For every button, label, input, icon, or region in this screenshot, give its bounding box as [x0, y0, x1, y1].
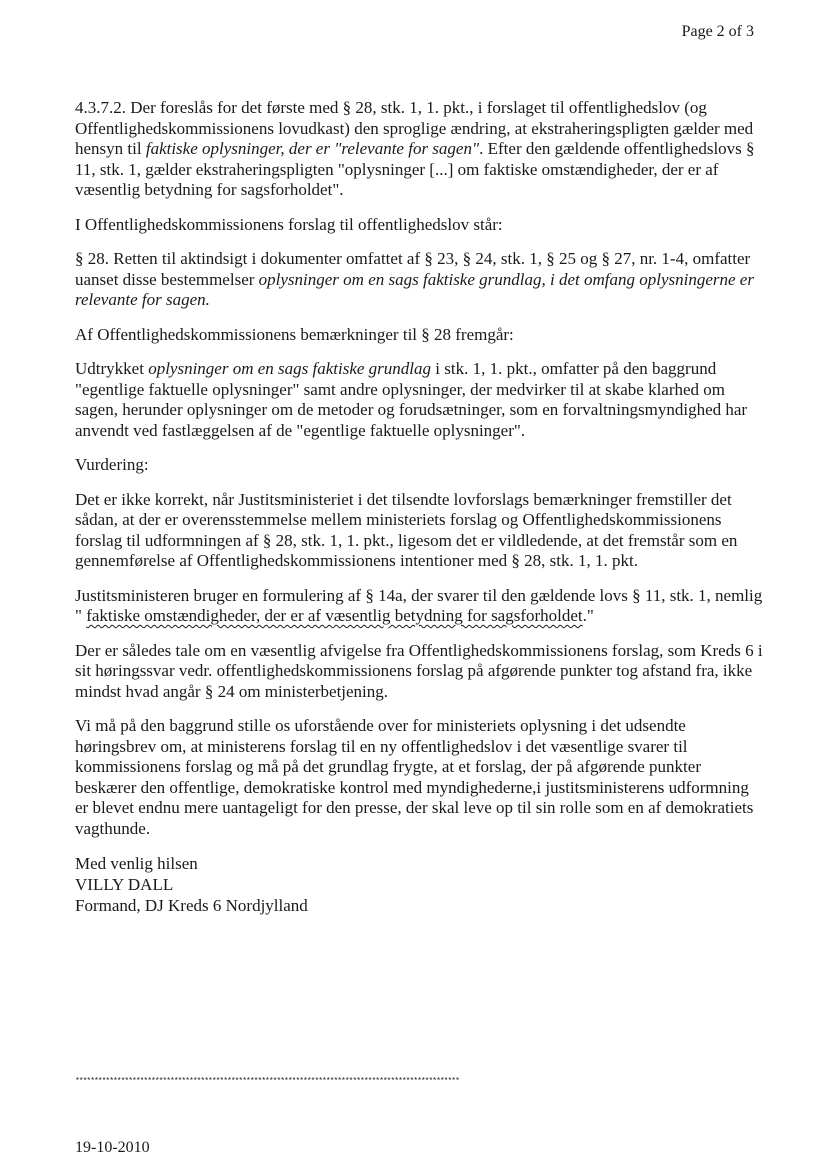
- italic-quote: oplysninger om en sags faktiske grundlag, i det omfang oplysningerne er relevante for sagen.: [75, 269, 754, 309]
- paragraph-remarks-quote: [75, 359, 765, 441]
- page-number: Page 2 of 3: [681, 23, 754, 40]
- paragraph-assessment: Det er ikke korrekt, når Justitsministeriet i det tilsendte lovforslags bemærkninger fremstiller det sådan, at der er overensstemmelse mellem ministeriets forslag og Offentlighedskommissionens forslag til udformningen af § 28, stk. 1, 1. pkt., ligesom det er vildledende, at det fremstår som en gennemførelse af Offentlighedskommissionens intentioner med § 28, stk. 1, 1. pkt.: [75, 489, 738, 570]
- paragraph-14a: [75, 586, 765, 627]
- signature-block: [75, 853, 765, 916]
- paragraph-conclusion: Vi må på den baggrund stille os uforstående over for ministeriets oplysning i det udsendte høringsbrev om, at ministerens forslag til en ny offentlighedslov i det væsentlige svarer til kommissionens forslag og må på det grundlag frygte, at et forslag, der på afgørende punkter beskærer den offentlige, demokratiske kontrol med myndighederne,i justitsministerens udformning er blevet endnu mere uantageligt for den presse, der skal leve op til sin rolle som en af demokratiets vagthunde.: [75, 716, 754, 838]
- greeting: Med venlig hilsen: [75, 854, 198, 873]
- text-run: . Efter den gældende offentlighedslovs § 11, stk. 1, gælder ekstraheringspligten "oplysninger [...] om faktiske omstændigheder, der er af væsentlig betydning for sagsforholdet".: [75, 139, 755, 199]
- paragraph-section-28: [75, 249, 765, 311]
- paragraph-4-3-7-2: [75, 98, 765, 201]
- footer-date: 19-10-2010: [75, 1139, 150, 1156]
- text-run: Udtrykket: [75, 359, 149, 378]
- signer-title: Formand, DJ Kreds 6 Nordjylland: [75, 896, 308, 915]
- paragraph-deviation: Der er således tale om en væsentlig afvigelse fra Offentlighedskommissionens forslag, som Kreds 6 i sit høringssvar vedr. offentlighedskommissionens forslag på afgørende punkter tog afstand fra, ikke mindst hvad angår § 24 om ministerbetjening.: [75, 640, 763, 701]
- text-run: Justitsministeren bruger en formulering af § 14a, der svarer til den gældende lovs § 11, stk. 1, nemlig ": [75, 585, 763, 625]
- italic-quote: faktiske oplysninger, der er "relevante for sagen": [145, 139, 480, 158]
- letter-body: [75, 98, 765, 916]
- text-run: § 28. Retten til aktindsigt i dokumenter omfattet af § 23, § 24, stk. 1, § 25 og § 27, nr. 1-4, omfatter uanset disse bestemmelser: [75, 249, 751, 289]
- paragraph-intro-proposal: I Offentlighedskommissionens forslag til offentlighedslov står:: [75, 214, 503, 234]
- heading-vurdering: Vurdering:: [75, 455, 149, 474]
- separator-line: *****************************************************************************************************: [75, 1077, 459, 1086]
- text-run: 4.3.7.2. Der foreslås for det første med § 28, stk. 1, 1. pkt., i forslaget til offentlighedslov (og Offentlighedskommissionens lovudkast) den sproglige ændring, at ekstraheringspligten gælder med hensyn til: [75, 98, 754, 158]
- signer-name: VILLY DALL: [75, 875, 174, 894]
- underlined-phrase: faktiske omstændigheder, der er af væsentlig betydning for sagsforholdet: [86, 606, 583, 625]
- italic-quote: oplysninger om en sags faktiske grundlag: [148, 359, 432, 378]
- text-run: .": [582, 606, 594, 625]
- text-run: i stk. 1, 1. pkt., omfatter på den baggrund "egentlige faktuelle oplysninger" samt andre oplysninger, der medvirker til at skabe klarhed om sagen, herunder oplysninger om de metoder og forudsætninger, som en forvaltningsmyndighed har anvendt ved fastlæggelsen af de "egentlige faktuelle oplysninger".: [75, 359, 748, 440]
- paragraph-remarks-intro: Af Offentlighedskommissionens bemærkninger til § 28 fremgår:: [75, 324, 514, 344]
